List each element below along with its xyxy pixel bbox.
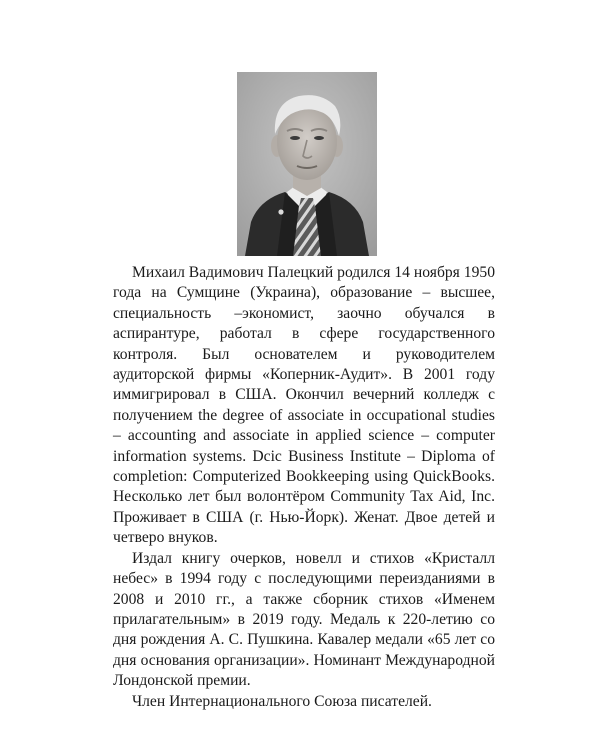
bio-paragraph-life: Михаил Вадимович Палецкий родился 14 ноября 1950 года на Сумщине (Украина), образование – высшее, специальность –экономист, заочно обучался в аспирантуре, работал в сфере государственного контроля. Был основателем и руководителем аудиторской фирмы «Коперник-Аудит». В 2001 году иммигрировал в США. Окончил вечерний колледж с получением the degree of associate in occupational studies – accounting and associate in applied science – computer information systems. Dcic Business Institute – Diploma of completion: Computerized Bookkeeping using QuickBooks. Несколько лет был волонтёром Community Tax Aid, Inc. Проживает в США (г. Нью-Йорк). Женат. Двое детей и четверо внуков. bbox=[113, 264, 495, 547]
bio-paragraph-membership: Член Интернационального Союза писателей. bbox=[132, 692, 432, 710]
author-portrait-image bbox=[237, 72, 377, 256]
bio-paragraph-works: Издал книгу очерков, новелл и стихов «Кристалл небес» в 1994 году с последующими переизданиями в 2008 и 2010 гг., а также сборник стихов «Именем прилагательным» в 2019 году. Медаль к 220-летию со дня рождения А. С. Пушкина. Кавалер медали «65 лет со дня основания организации». Номинант Международной Лондонской премии. bbox=[113, 549, 495, 690]
author-photo bbox=[237, 72, 377, 256]
author-biography bbox=[113, 263, 495, 712]
